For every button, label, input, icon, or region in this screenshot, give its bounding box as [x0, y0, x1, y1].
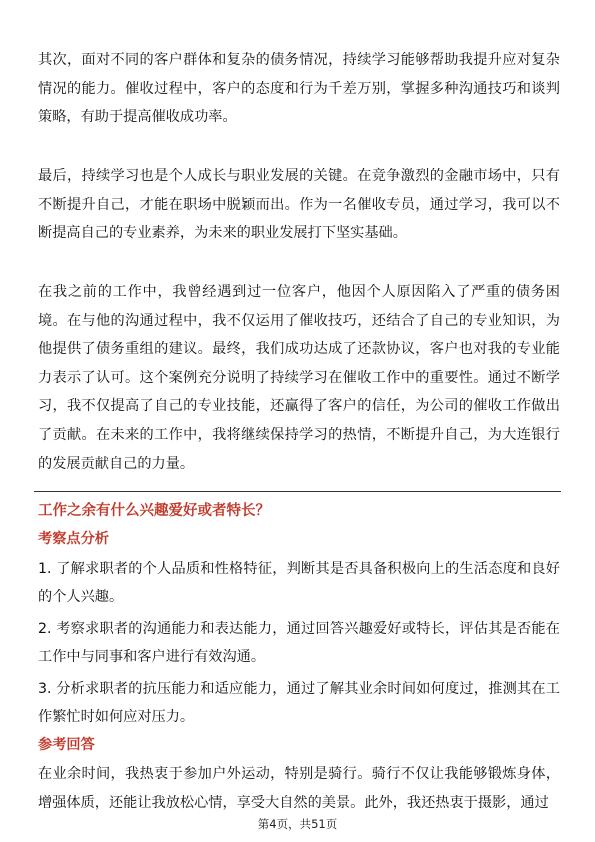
- analysis-list: [38, 555, 560, 735]
- answer-label: 参考回答: [38, 737, 95, 753]
- answer-paragraph: 在业余时间，我热衷于参加户外运动，特别是骑行。骑行不仅让我能够锻炼身体，增强体质，还能让我放松心情，享受大自然的美景。此外，我还热衷于摄影，通过: [38, 766, 560, 811]
- analysis-item-3: 3. 分析求职者的抗压能力和适应能力，通过了解其业余时间如何度过，推测其在工作繁忙时如何应对压力。: [38, 681, 560, 725]
- page-footer: 第4页，共51页: [257, 817, 338, 831]
- question-heading: 工作之余有什么兴趣爱好或者特长？: [38, 503, 270, 519]
- body-paragraph-1: 其次，面对不同的客户群体和复杂的债务情况，持续学习能够帮助我提升应对复杂情况的能力。催收过程中，客户的态度和行为千差万别，掌握多种沟通技巧和谈判策略，有助于提高催收成功率。: [38, 52, 560, 126]
- body-paragraph-3: 在我之前的工作中，我曾经遇到过一位客户，他因个人原因陷入了严重的债务困境。在与他的沟通过程中，我不仅运用了催收技巧，还结合了自己的专业知识，为他提供了债务重组的建议。最终，我们成功达成了还款协议，客户也对我的专业能力表示了认可。这个案例充分说明了持续学习在催收工作中的重要性。通过不断学习，我不仅提高了自己的专业技能，还赢得了客户的信任，为公司的催收工作做出了贡献。在未来的工作中，我将继续保持学习的热情，不断提升自己，为大连银行的发展贡献自己的力量。: [38, 284, 560, 472]
- analysis-item-2: 2. 考察求职者的沟通能力和表达能力，通过回答兴趣爱好或特长，评估其是否能在工作中与同事和客户进行有效沟通。: [38, 621, 560, 665]
- analysis-item-1: 1. 了解求职者的个人品质和性格特征，判断其是否具备积极向上的生活态度和良好的个人兴趣。: [38, 561, 560, 605]
- analysis-label: 考察点分析: [38, 531, 109, 547]
- body-paragraph-2: 最后，持续学习也是个人成长与职业发展的关键。在竞争激烈的金融市场中，只有不断提升自己，才能在职场中脱颖而出。作为一名催收专员，通过学习，我可以不断提高自己的专业素养，为未来的职业发展打下坚实基础。: [38, 168, 560, 242]
- section-divider: [34, 491, 561, 492]
